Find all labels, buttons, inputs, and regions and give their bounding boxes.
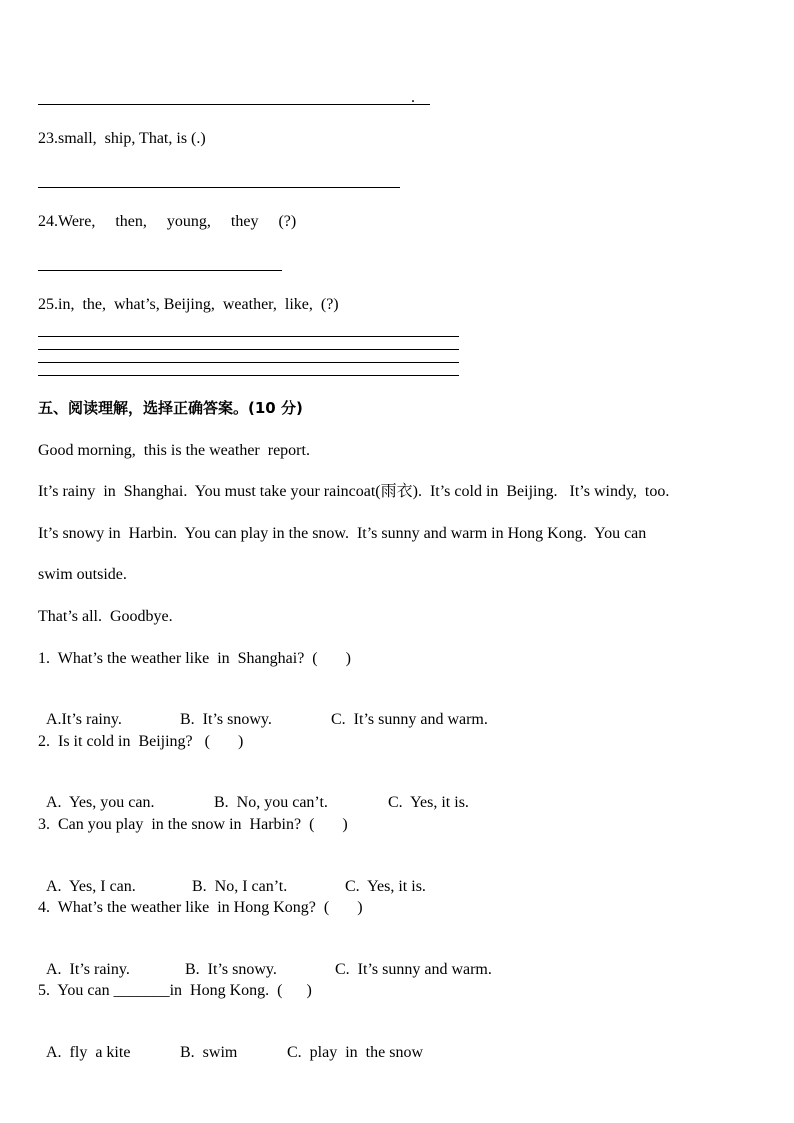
options-5 <box>38 1023 423 1063</box>
passage-line: swim outside. <box>38 566 127 583</box>
options-4 <box>38 940 492 980</box>
option-b: B. swim <box>180 1044 238 1061</box>
reading-question-2: 2. Is it cold in Beijing? ( ) <box>38 733 244 750</box>
option-b: B. No, you can’t. <box>214 794 328 811</box>
option-b: B. No, I can’t. <box>192 878 288 895</box>
answer-line-25a <box>38 336 459 337</box>
answer-line-22 <box>38 104 430 105</box>
reading-question-4: 4. What’s the weather like in Hong Kong? ( ) <box>38 899 363 916</box>
option-c: C. It’s sunny and warm. <box>331 711 488 728</box>
question-23: 23.small, ship, That, is (.) <box>38 130 206 147</box>
option-b: B. It’s snowy. <box>185 961 277 978</box>
option-a: A. fly a kite <box>46 1044 131 1061</box>
answer-line-24 <box>38 270 282 271</box>
options-2 <box>38 773 469 813</box>
option-c: C. It’s sunny and warm. <box>335 961 492 978</box>
option-c: C. Yes, it is. <box>345 878 426 895</box>
option-a: A. Yes, I can. <box>46 878 136 895</box>
option-a: A. It’s rainy. <box>46 961 130 978</box>
option-c: C. play in the snow <box>287 1044 423 1061</box>
passage-line: That’s all. Goodbye. <box>38 608 173 625</box>
answer-line-25c <box>38 362 459 363</box>
answer-line-22-dot: . <box>411 89 415 106</box>
answer-line-25b <box>38 349 459 350</box>
option-c: C. Yes, it is. <box>388 794 469 811</box>
question-24: 24.Were, then, young, they (?) <box>38 213 297 230</box>
reading-question-1: 1. What’s the weather like in Shanghai? ( ) <box>38 650 351 667</box>
passage-line: It’s snowy in Harbin. You can play in the snow. It’s sunny and warm in Hong Kong. You can <box>38 525 647 542</box>
options-1 <box>38 690 488 730</box>
passage-line: It’s rainy in Shanghai. You must take your raincoat(雨衣). It’s cold in Beijing. It’s windy, too. <box>38 483 670 500</box>
options-3 <box>38 857 426 897</box>
option-a: A.It’s rainy. <box>46 711 122 728</box>
section-heading: 五、阅读理解，选择正确答案。(10 分) <box>38 399 303 417</box>
question-25: 25.in, the, what’s, Beijing, weather, like, (?) <box>38 296 339 313</box>
reading-question-3: 3. Can you play in the snow in Harbin? ( ) <box>38 816 348 833</box>
option-a: A. Yes, you can. <box>46 794 155 811</box>
answer-line-25d <box>38 375 459 376</box>
passage-line: Good morning, this is the weather report. <box>38 442 310 459</box>
option-b: B. It’s snowy. <box>180 711 272 728</box>
reading-question-5: 5. You can _______in Hong Kong. ( ) <box>38 982 312 999</box>
answer-line-23 <box>38 187 400 188</box>
